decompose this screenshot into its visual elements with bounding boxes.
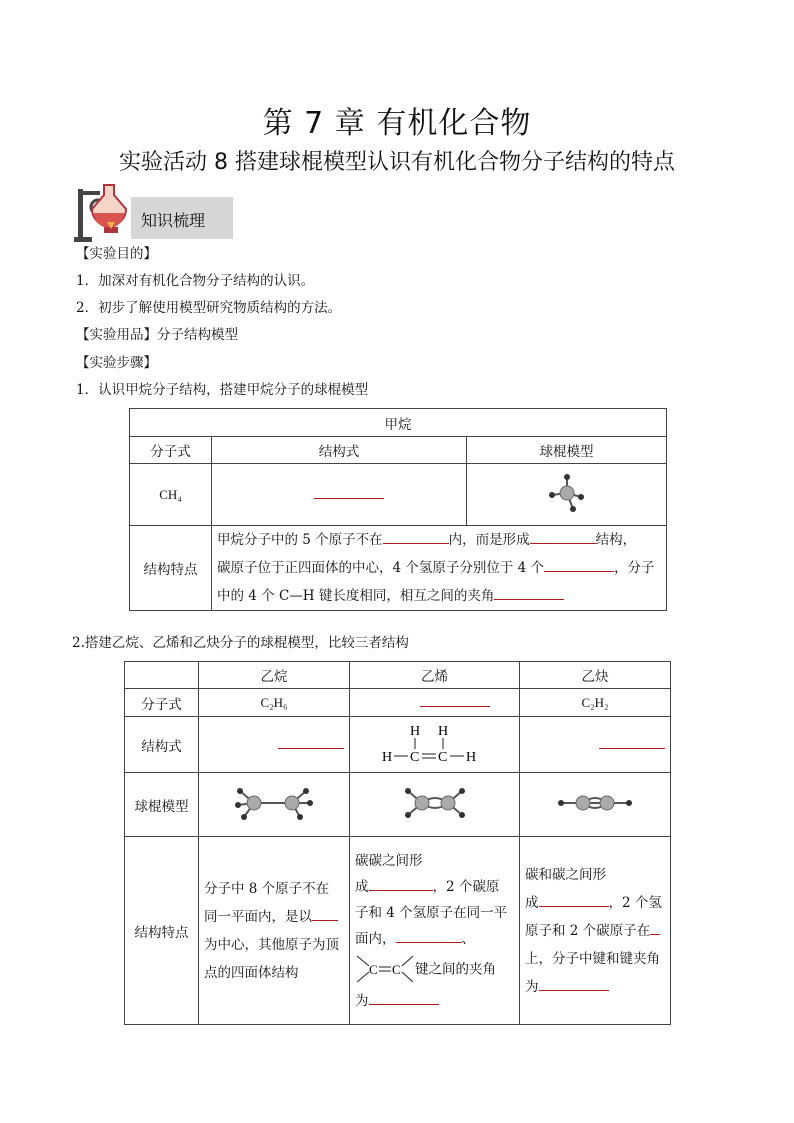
feature-text: 分子中 8 个原子不在 xyxy=(204,880,330,897)
answer-blank[interactable] xyxy=(599,736,665,749)
feature-text: 点的四面体结构 xyxy=(204,964,299,981)
col-header-formula: 分子式 xyxy=(130,437,212,464)
feature-text: 内，而是形成 xyxy=(448,532,530,548)
answer-blank[interactable] xyxy=(369,878,433,891)
ethyne-formula: C₂H₂ xyxy=(520,689,671,717)
methane-structure-cell xyxy=(212,464,467,526)
answer-blank[interactable] xyxy=(383,531,449,544)
answer-blank[interactable] xyxy=(539,894,609,907)
feature-text: 为 xyxy=(525,978,539,995)
section-label: 知识梳理 xyxy=(131,197,233,239)
ethyne-model-cell xyxy=(520,773,671,837)
feature-text: 上，分子中键和键夹角 xyxy=(525,950,660,967)
feature-text: ，2 个氢 xyxy=(608,894,662,911)
step-2: 2.搭建乙烷、乙烯和乙炔分子的球棍模型，比较三者结构 xyxy=(72,635,409,651)
feature-text: 甲烷分子中的 5 个原子不在 xyxy=(217,532,383,548)
methane-table xyxy=(129,408,667,611)
feature-text: 子和 4 个氢原子在同一平 xyxy=(355,904,508,921)
row-header-feature: 结构特点 xyxy=(130,526,212,611)
atom-h: H xyxy=(409,723,420,739)
ethane-model-cell xyxy=(199,773,350,837)
ethane-ball-stick-icon xyxy=(234,783,314,823)
feature-text: 同一平面内，是以 xyxy=(204,908,312,925)
answer-blank[interactable] xyxy=(312,908,338,921)
row-header-model: 球棍模型 xyxy=(125,773,199,837)
corner-cell xyxy=(125,662,199,689)
col-header-ethyne: 乙炔 xyxy=(520,662,671,689)
methane-title: 甲烷 xyxy=(130,409,667,437)
materials-line: 【实验用品】分子结构模型 xyxy=(76,327,238,343)
answer-blank[interactable] xyxy=(650,922,660,935)
answer-blank[interactable] xyxy=(530,531,596,544)
row-header-feature: 结构特点 xyxy=(125,837,199,1025)
ethane-formula: C₂H₆ xyxy=(199,689,350,717)
lab-apparatus-icon xyxy=(74,183,134,243)
ethene-ball-stick-icon xyxy=(400,783,470,823)
feature-text: 原子和 2 个碳原子在 xyxy=(525,922,651,939)
atom-c: C xyxy=(409,749,419,765)
methane-ball-stick-icon xyxy=(547,473,587,513)
atom-h: H xyxy=(465,749,476,765)
methane-model-cell xyxy=(467,464,667,526)
feature-text: 碳和碳之间形 xyxy=(525,866,606,883)
ethene-model-cell xyxy=(350,773,520,837)
feature-text: 为 xyxy=(355,992,369,1009)
ethane-structure-cell xyxy=(199,717,350,773)
col-header-structure: 结构式 xyxy=(212,437,467,464)
ethyne-structure-cell xyxy=(520,717,671,773)
col-header-ethane: 乙烷 xyxy=(199,662,350,689)
feature-text: 碳原子位于正四面体的中心，4 个氢原子分别位于 4 个 xyxy=(217,560,545,576)
feature-text: 、 xyxy=(461,930,475,947)
feature-text: ，分子 xyxy=(614,560,655,576)
col-header-ethene: 乙烯 xyxy=(350,662,520,689)
atom-c: C xyxy=(392,961,401,977)
answer-blank[interactable] xyxy=(494,587,564,600)
row-header-structure: 结构式 xyxy=(125,717,199,773)
methane-formula: CH₄ xyxy=(130,464,212,526)
answer-blank[interactable] xyxy=(544,559,614,572)
answer-blank[interactable] xyxy=(396,930,462,943)
answer-blank[interactable] xyxy=(420,694,490,707)
atom-c: C xyxy=(369,961,378,977)
ethene-feature-cell xyxy=(350,837,520,1025)
purpose-heading: 【实验目的】 xyxy=(76,246,157,262)
feature-text: 面内， xyxy=(355,930,396,947)
atom-c: C xyxy=(437,749,447,765)
row-header-formula: 分子式 xyxy=(125,689,199,717)
atom-h: H xyxy=(381,749,392,765)
feature-text: ，2 个碳原 xyxy=(432,878,500,895)
purpose-item-2: 2．初步了解使用模型研究物质结构的方法。 xyxy=(76,300,342,316)
feature-text: 成 xyxy=(525,894,539,911)
col-header-model: 球棍模型 xyxy=(467,437,667,464)
atom-h: H xyxy=(437,723,448,739)
feature-text: 为中心，其他原子为顶 xyxy=(204,936,339,953)
feature-text: 中的 4 个 C—H 键长度相同，相互之间的夹角 xyxy=(217,588,495,604)
methane-feature-cell xyxy=(212,526,667,611)
feature-text: 碳碳之间形 xyxy=(355,852,423,869)
feature-text: 键之间的夹角 xyxy=(415,961,496,977)
purpose-item-1: 1．加深对有机化合物分子结构的认识。 xyxy=(76,273,315,289)
answer-blank[interactable] xyxy=(278,736,344,749)
activity-title: 实验活动 8 搭建球棍模型认识有机化合物分子结构的特点 xyxy=(119,150,675,175)
ethene-formula-cell xyxy=(350,689,520,717)
step-1: 1．认识甲烷分子结构，搭建甲烷分子的球棍模型 xyxy=(76,382,369,398)
compare-table xyxy=(124,661,671,1025)
answer-blank[interactable] xyxy=(314,486,384,499)
feature-text: 成 xyxy=(355,878,369,895)
ethene-structure-cell xyxy=(350,717,520,773)
ethyne-feature-cell xyxy=(520,837,671,1025)
ethane-feature-cell xyxy=(199,837,350,1025)
ethene-structural-formula xyxy=(380,719,490,767)
answer-blank[interactable] xyxy=(369,992,439,1005)
feature-text: 结构， xyxy=(595,532,637,548)
answer-blank[interactable] xyxy=(539,978,609,991)
steps-heading: 【实验步骤】 xyxy=(76,355,157,371)
chapter-title: 第 7 章 有机化合物 xyxy=(262,106,532,141)
ethyne-ball-stick-icon xyxy=(555,788,635,818)
double-bond-diagram xyxy=(355,952,415,986)
